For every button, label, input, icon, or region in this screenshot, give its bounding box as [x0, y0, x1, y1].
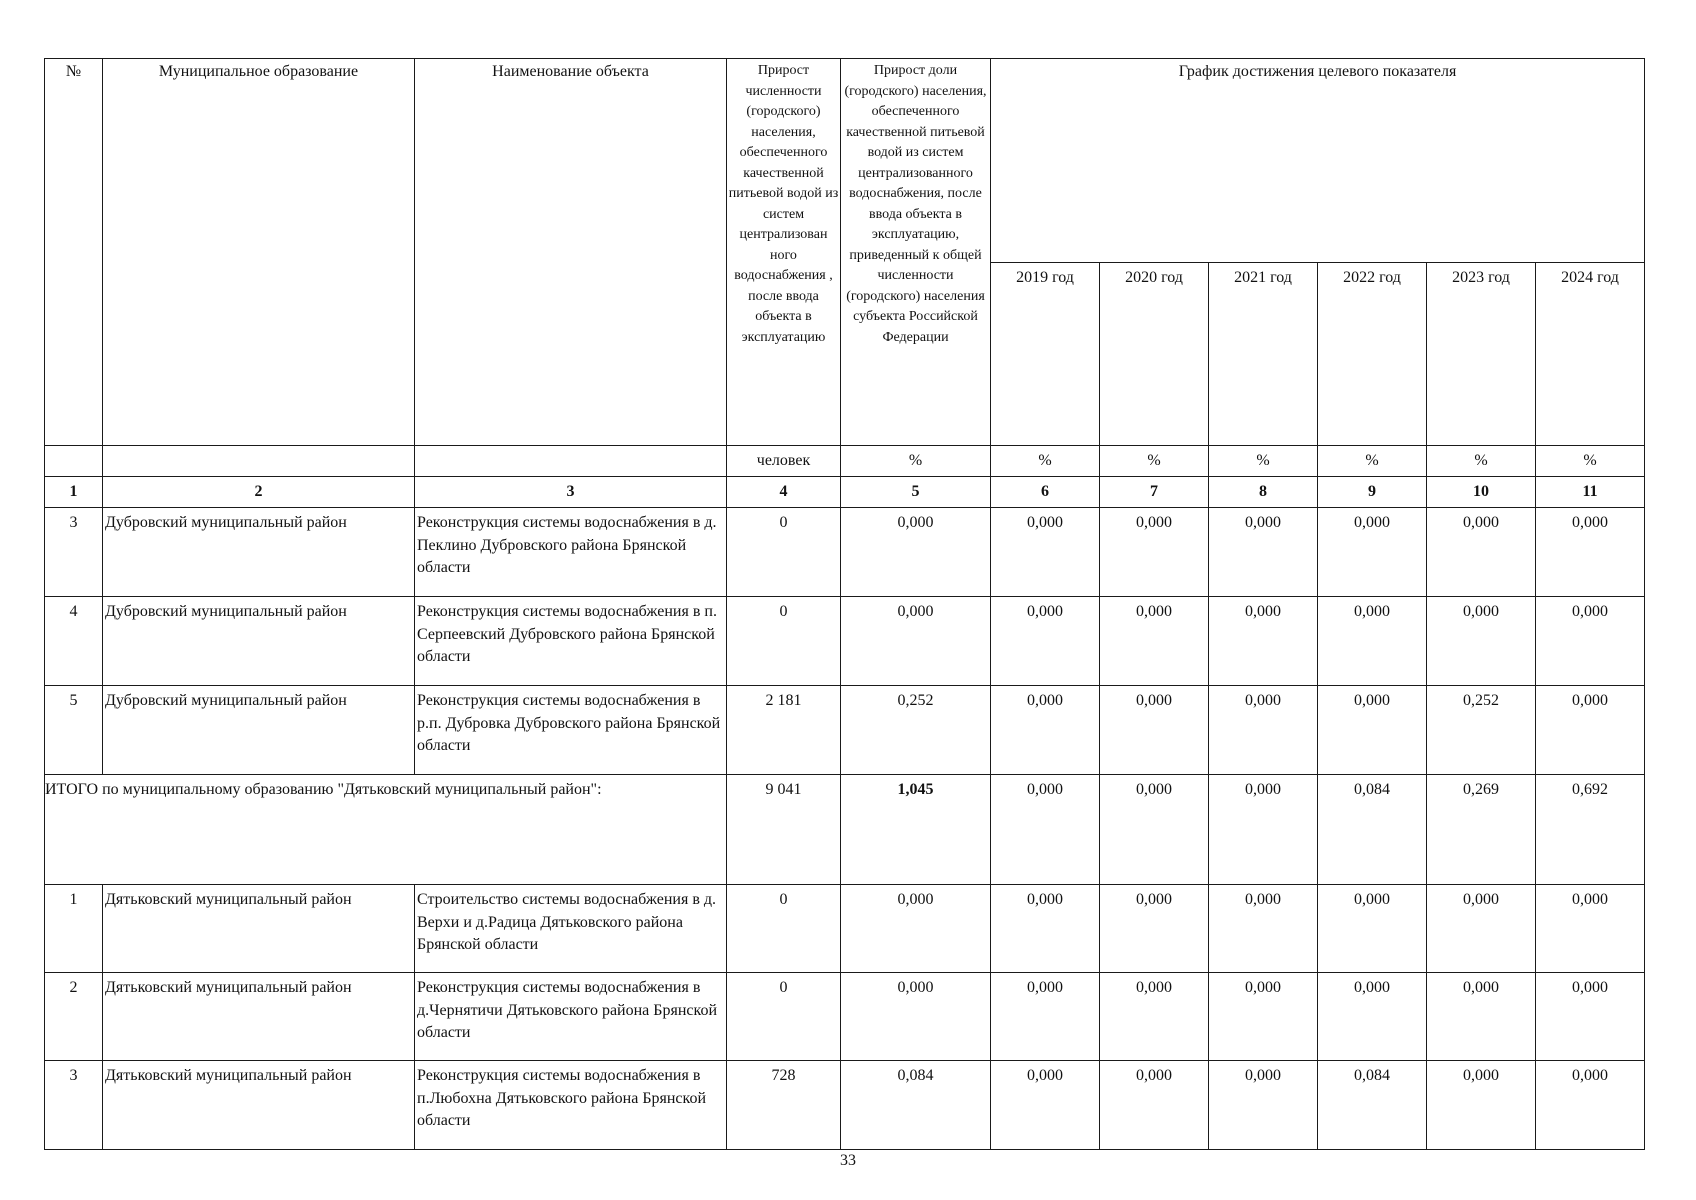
row-year-value: 0,000: [991, 597, 1100, 686]
column-number: 3: [415, 477, 727, 508]
row-population: 0: [727, 508, 841, 597]
row-year-value: 0,000: [1100, 885, 1209, 973]
row-year-value: 0,000: [1536, 508, 1645, 597]
row-year-value: 0,000: [1318, 508, 1427, 597]
row-year-value: 0,000: [991, 508, 1100, 597]
table-row: [45, 597, 1645, 686]
unit-year: %: [991, 446, 1100, 477]
total-year-value: 0,000: [1100, 775, 1209, 885]
table-row: [45, 973, 1645, 1061]
row-object: Реконструкция системы водоснабжения в п. Серпеевский Дубровского района Брянской области: [415, 597, 727, 686]
row-year-value: 0,000: [1209, 597, 1318, 686]
row-municipality: Дятьковский муниципальный район: [103, 973, 415, 1061]
row-object: Реконструкция системы водоснабжения в д.Чернятичи Дятьковского района Брянской области: [415, 973, 727, 1061]
unit-year: %: [1100, 446, 1209, 477]
unit-year: %: [1209, 446, 1318, 477]
row-year-value: 0,000: [1536, 973, 1645, 1061]
total-year-value: 0,084: [1318, 775, 1427, 885]
total-year-value: 0,269: [1427, 775, 1536, 885]
header-schedule: График достижения целевого показателя: [991, 59, 1645, 263]
row-num: 3: [45, 1061, 103, 1150]
table-row: [45, 686, 1645, 775]
row-year-value: 0,000: [1318, 686, 1427, 775]
row-share: 0,000: [841, 885, 991, 973]
column-number: 11: [1536, 477, 1645, 508]
row-population: 0: [727, 973, 841, 1061]
row-num: 3: [45, 508, 103, 597]
unit-year: %: [1536, 446, 1645, 477]
unit-empty: [415, 446, 727, 477]
row-population: 2 181: [727, 686, 841, 775]
row-object: Строительство системы водоснабжения в д. Верхи и д.Радица Дятьковского района Брянской области: [415, 885, 727, 973]
row-year-value: 0,252: [1427, 686, 1536, 775]
column-number: 8: [1209, 477, 1318, 508]
header-share-growth: Прирост доли (городского) населения, обеспеченного качественной питьевой водой из систем централизованного водоснабжения, после ввода объекта в эксплуатацию, приведенный к общей численности (городского) населения субъекта Российской Федерации: [841, 59, 991, 446]
row-year-value: 0,000: [1318, 885, 1427, 973]
row-year-value: 0,000: [1209, 885, 1318, 973]
row-year-value: 0,000: [1100, 973, 1209, 1061]
row-municipality: Дубровский муниципальный район: [103, 686, 415, 775]
row-municipality: Дубровский муниципальный район: [103, 508, 415, 597]
row-year-value: 0,000: [1100, 686, 1209, 775]
header-year: 2021 год: [1209, 263, 1318, 446]
row-year-value: 0,000: [1100, 597, 1209, 686]
unit-share: %: [841, 446, 991, 477]
header-year: 2020 год: [1100, 263, 1209, 446]
unit-year: %: [1318, 446, 1427, 477]
row-municipality: Дятьковский муниципальный район: [103, 1061, 415, 1150]
header-municipality: Муниципальное образование: [103, 59, 415, 446]
total-year-value: 0,692: [1536, 775, 1645, 885]
row-year-value: 0,000: [1318, 597, 1427, 686]
unit-empty: [45, 446, 103, 477]
row-population: 728: [727, 1061, 841, 1150]
row-num: 2: [45, 973, 103, 1061]
column-number: 9: [1318, 477, 1427, 508]
row-year-value: 0,000: [1536, 597, 1645, 686]
row-object: Реконструкция системы водоснабжения в п.Любохна Дятьковского района Брянской области: [415, 1061, 727, 1150]
row-year-value: 0,084: [1318, 1061, 1427, 1150]
unit-population: человек: [727, 446, 841, 477]
page-number: 33: [840, 1152, 856, 1169]
row-year-value: 0,000: [1209, 973, 1318, 1061]
row-year-value: 0,000: [991, 686, 1100, 775]
row-year-value: 0,000: [1318, 973, 1427, 1061]
row-population: 0: [727, 597, 841, 686]
header-year: 2024 год: [1536, 263, 1645, 446]
row-year-value: 0,000: [1209, 1061, 1318, 1150]
total-share: 1,045: [841, 775, 991, 885]
total-row: [45, 775, 1645, 885]
row-year-value: 0,000: [991, 973, 1100, 1061]
row-year-value: 0,000: [1427, 508, 1536, 597]
row-population: 0: [727, 885, 841, 973]
header-object-name: Наименование объекта: [415, 59, 727, 446]
row-year-value: 0,000: [1536, 885, 1645, 973]
table-row: [45, 1061, 1645, 1150]
row-year-value: 0,000: [1209, 686, 1318, 775]
row-year-value: 0,000: [1427, 1061, 1536, 1150]
total-year-value: 0,000: [1209, 775, 1318, 885]
water-supply-target-table: [44, 58, 1645, 1150]
row-year-value: 0,000: [991, 885, 1100, 973]
column-number: 6: [991, 477, 1100, 508]
row-year-value: 0,000: [1427, 973, 1536, 1061]
unit-year: %: [1427, 446, 1536, 477]
total-year-value: 0,000: [991, 775, 1100, 885]
column-number: 7: [1100, 477, 1209, 508]
column-number: 1: [45, 477, 103, 508]
total-label: ИТОГО по муниципальному образованию "Дятьковский муниципальный район":: [45, 775, 727, 885]
header-population-growth: Прирост численности (городского) населения, обеспеченного качественной питьевой водой из систем централизован ного водоснабжения , после ввода объекта в эксплуатацию: [727, 59, 841, 446]
row-year-value: 0,000: [1536, 1061, 1645, 1150]
header-year: 2022 год: [1318, 263, 1427, 446]
table-row: [45, 885, 1645, 973]
row-municipality: Дятьковский муниципальный район: [103, 885, 415, 973]
row-share: 0,000: [841, 597, 991, 686]
header-year: 2023 год: [1427, 263, 1536, 446]
row-num: 5: [45, 686, 103, 775]
row-year-value: 0,000: [991, 1061, 1100, 1150]
column-number: 5: [841, 477, 991, 508]
row-year-value: 0,000: [1100, 1061, 1209, 1150]
unit-empty: [103, 446, 415, 477]
header-num: №: [45, 59, 103, 446]
row-year-value: 0,000: [1427, 885, 1536, 973]
row-share: 0,000: [841, 973, 991, 1061]
row-year-value: 0,000: [1427, 597, 1536, 686]
row-share: 0,000: [841, 508, 991, 597]
row-object: Реконструкция системы водоснабжения в д. Пеклино Дубровского района Брянской области: [415, 508, 727, 597]
row-num: 1: [45, 885, 103, 973]
row-num: 4: [45, 597, 103, 686]
column-number: 2: [103, 477, 415, 508]
column-number: 4: [727, 477, 841, 508]
row-year-value: 0,000: [1100, 508, 1209, 597]
row-municipality: Дубровский муниципальный район: [103, 597, 415, 686]
table-row: [45, 508, 1645, 597]
row-year-value: 0,000: [1209, 508, 1318, 597]
row-object: Реконструкция системы водоснабжения в р.п. Дубровка Дубровского района Брянской области: [415, 686, 727, 775]
header-year: 2019 год: [991, 263, 1100, 446]
row-share: 0,252: [841, 686, 991, 775]
row-year-value: 0,000: [1536, 686, 1645, 775]
row-share: 0,084: [841, 1061, 991, 1150]
total-population: 9 041: [727, 775, 841, 885]
column-number: 10: [1427, 477, 1536, 508]
